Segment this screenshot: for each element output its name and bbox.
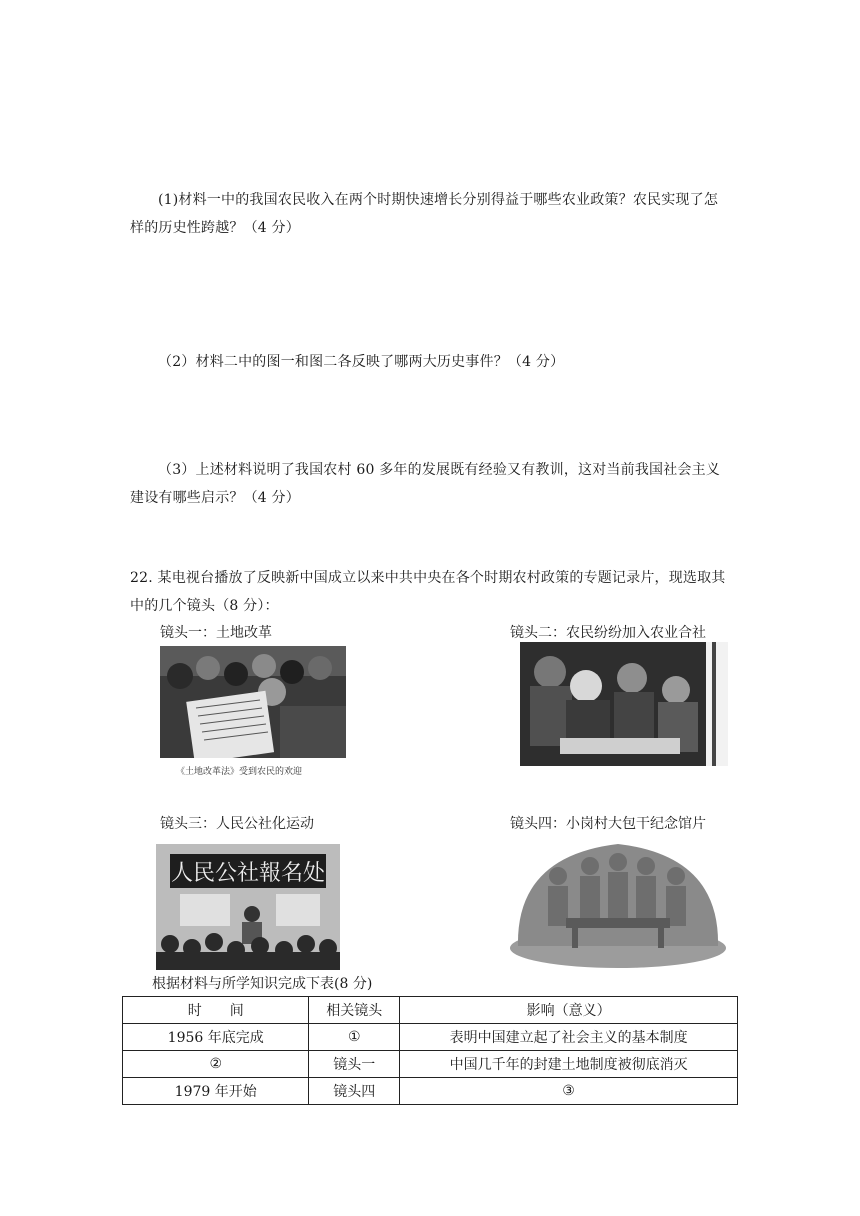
land-reform-caption: 《土地改革法》受到农民的欢迎 xyxy=(176,767,303,777)
table-cell: 表明中国建立起了社会主义的基本制度 xyxy=(400,1024,738,1051)
question-2-text: （2）材料二中的图一和图二各反映了哪两大历史事件？（4 分） xyxy=(158,354,565,370)
table-cell: 镜头一 xyxy=(309,1051,400,1078)
table-row xyxy=(123,1051,738,1078)
table-cell: 1979 年开始 xyxy=(123,1078,309,1105)
header-time: 时 间 xyxy=(123,997,309,1024)
question-3-text: （3）上述材料说明了我国农村 60 多年的发展既有经验又有教训，这对当前我国社会主义建设有哪些启示？（4 分） xyxy=(130,462,721,506)
land-reform-photo xyxy=(160,646,346,758)
table-header-row xyxy=(123,997,738,1024)
header-related-shot: 相关镜头 xyxy=(309,997,400,1024)
question-1-text: (1)材料一中的我国农民收入在两个时期快速增长分别得益于哪些农业政策？农民实现了怎样的历史性跨越？（4 分） xyxy=(130,192,719,236)
xiaogang-sculpture-photo xyxy=(506,836,730,972)
header-impact: 影响（意义） xyxy=(400,997,738,1024)
peoples-commune-photo xyxy=(156,844,340,970)
shot-2-label: 镜头二：农民纷纷加入农业合社 xyxy=(510,625,706,641)
commune-banner-text: 人民公社報名处 xyxy=(170,861,326,886)
shot-4-label: 镜头四：小岗村大包干纪念馆片 xyxy=(510,816,706,832)
table-cell: 1956 年底完成 xyxy=(123,1024,309,1051)
table-cell: ① xyxy=(309,1024,400,1051)
table-cell: 中国几千年的封建土地制度被彻底消灭 xyxy=(400,1051,738,1078)
answer-table xyxy=(122,996,738,1105)
shot-3-label: 镜头三：人民公社化运动 xyxy=(160,816,314,832)
table-cell: ③ xyxy=(400,1078,738,1105)
question-22-text: 22. 某电视台播放了反映新中国成立以来中共中央在各个时期农村政策的专题记录片，现选取其中的几个镜头（8 分）： xyxy=(130,570,726,614)
table-cell: ② xyxy=(123,1051,309,1078)
cooperative-photo xyxy=(520,642,728,766)
table-instruction: 根据材料与所学知识完成下表(8 分) xyxy=(152,976,373,992)
table-cell: 镜头四 xyxy=(309,1078,400,1105)
table-row xyxy=(123,1024,738,1051)
table-row xyxy=(123,1078,738,1105)
shot-1-label: 镜头一：土地改革 xyxy=(160,625,272,641)
